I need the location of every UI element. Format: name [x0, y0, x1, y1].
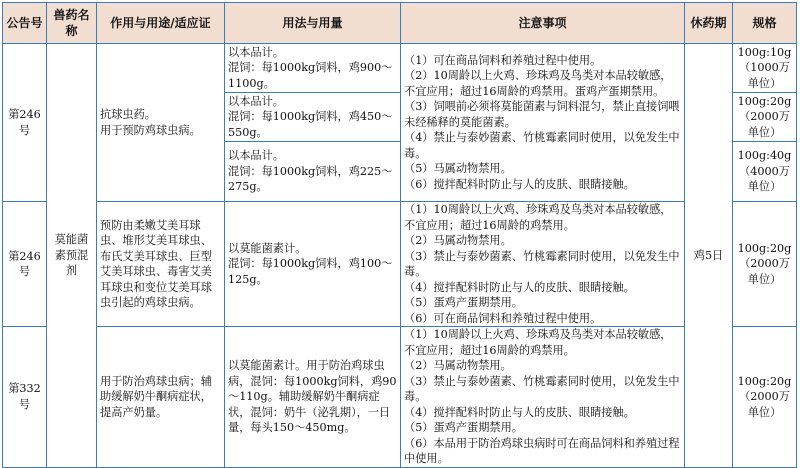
- note-line: （6）可在商品饲料和养殖过程中使用。: [404, 311, 602, 325]
- note-line: （1）可在商品饲料和养殖过程中使用。: [404, 53, 602, 67]
- note-line: （4）搅拌配料时防止与人的皮肤、眼睛接触。: [404, 280, 635, 294]
- note-line: （1）10周龄以上火鸡、珍珠鸡及鸟类对本品较敏感，不宜应用；超过16周龄的鸡禁用。: [404, 328, 672, 357]
- withdrawal-period: 鸡5日: [685, 44, 733, 468]
- note-line: （6）本品用于防治鸡球虫病时可在商品饲料和养殖过程中使用。: [404, 436, 680, 465]
- announcement-number: 第246号: [3, 202, 47, 327]
- header-withdrawal: 休药期: [685, 3, 733, 44]
- note-line: （5）蛋鸡产蛋期禁用。: [404, 296, 523, 309]
- note-line: （5）马属动物禁用。: [404, 162, 512, 176]
- note-line: （3）饲喂前必须将莫能菌素与饲料混匀，禁止直接饲喂未经稀释的莫能菌素。: [404, 100, 680, 129]
- header-drug-name: 兽药名称: [47, 3, 97, 44]
- header-row: [3, 3, 797, 44]
- dosage-cell: 以本品计。 混饲：每1000kg饲料，鸡900～1100g。: [225, 44, 401, 93]
- dosage-cell: 以本品计。 混饲：每1000kg饲料，鸡225～275g。: [225, 142, 401, 202]
- table-row: [3, 327, 797, 468]
- spec-cell: 100g:40g（4000万单位）: [733, 142, 797, 202]
- header-indication: 作用与用途/适应证: [97, 3, 225, 44]
- dosage-cell: 以本品计。 混饲：每1000kg饲料，鸡450～550g。: [225, 93, 401, 142]
- note-line: （2）马属动物禁用。: [404, 359, 512, 372]
- note-line: （2）马属动物禁用。: [404, 234, 512, 247]
- header-dosage: 用法与用量: [225, 3, 401, 44]
- spec-cell: 100g:20g（2000万单位）: [733, 202, 797, 327]
- header-spec: 规格: [733, 3, 797, 44]
- announcement-number: 第332号: [3, 327, 47, 468]
- spec-cell: 100g:20g（2000万单位）: [733, 327, 797, 468]
- spec-cell: 100g:10g（1000万单位）: [733, 44, 797, 93]
- indication-cell: 预防由柔嫩艾美耳球虫、堆形艾美耳球虫、布氏艾美耳球虫、巨型艾美耳球虫、毒害艾美耳球虫和变位艾美耳球虫引起的鸡球虫病。: [97, 202, 225, 327]
- notes-cell: [401, 327, 685, 468]
- header-announcement-no: 公告号: [3, 3, 47, 44]
- drug-regulation-table: [2, 2, 797, 468]
- announcement-number: 第246号: [3, 44, 47, 202]
- note-line: （4）禁止与泰妙菌素、竹桃霉素同时使用，以免发生中毒。: [404, 131, 680, 160]
- notes-cell: [401, 202, 685, 327]
- indication-text: 抗球虫药。 用于预防鸡球虫病。: [100, 108, 201, 137]
- drug-name: 莫能菌素预混剂: [47, 44, 97, 468]
- dosage-cell: 以莫能菌素计。 混饲：每1000kg饲料，鸡100～125g。: [225, 202, 401, 327]
- note-line: （2）10周龄以上火鸡、珍珠鸡及鸟类对本品较敏感，不宜应用；超过16周龄的鸡禁用。蛋鸡产蛋期禁用。: [404, 69, 672, 98]
- note-line: （3）禁止与泰妙菌素、竹桃霉素同时使用，以免发生中毒。: [404, 249, 680, 278]
- note-line: （1）10周龄以上火鸡、珍珠鸡及鸟类对本品较敏感，不宜应用；超过16周龄的鸡禁用。: [404, 203, 672, 232]
- table-row: [3, 202, 797, 327]
- spec-cell: 100g:20g（2000万单位）: [733, 93, 797, 142]
- table-row: [3, 44, 797, 93]
- header-notes: 注意事项: [401, 3, 685, 44]
- note-line: （4）搅拌配料时防止与人的皮肤、眼睛接触。: [404, 405, 635, 419]
- note-line: （6）搅拌配料时防止与人的皮肤、眼睛接触。: [404, 177, 635, 191]
- indication-cell: 用于防治鸡球虫病；辅助缓解奶牛酮病症状，提高产奶量。: [97, 327, 225, 468]
- note-line: （5）蛋鸡产蛋期禁用。: [404, 421, 523, 434]
- indication-cell: [97, 44, 225, 202]
- notes-cell: [401, 44, 685, 202]
- dosage-cell: 以莫能菌素计。用于防治鸡球虫病，混饲：每1000kg饲料，鸡90～110g。辅助缓解奶牛酮病症状，混饲：奶牛（泌乳期），一日量，每头150～450mg。: [225, 327, 401, 468]
- note-line: （3）禁止与泰妙菌素、竹桃霉素同时使用，以免发生中毒。: [404, 374, 680, 403]
